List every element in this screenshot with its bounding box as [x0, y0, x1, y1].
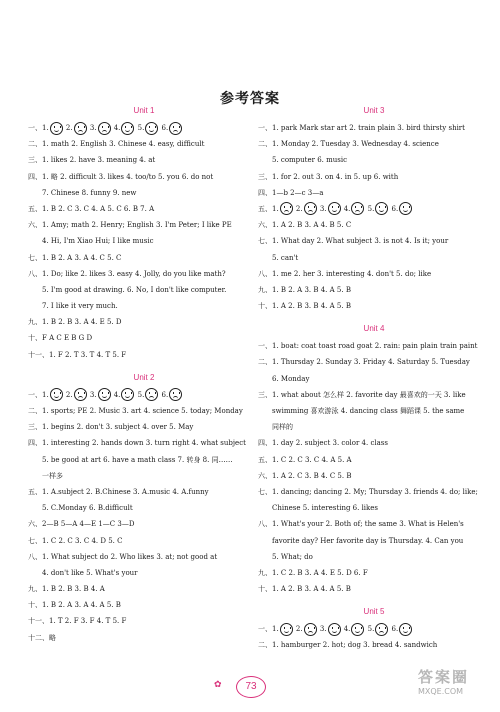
answer-line: 八、1. Do; like 2. likes 3. easy 4. Jolly, do you like math? — [28, 269, 226, 278]
answer-line: 五、1. C 2. C 3. C 4. A 5. A — [258, 455, 352, 464]
answer-line: 二、1. sports; PE 2. Music 3. art 4. science 5. today; Monday — [28, 407, 243, 415]
answer-line: 5. be good at art 6. have a math class 7. 转身 8. 同…… — [42, 455, 233, 464]
answer-line: 十一、1. F 2. T 3. T 4. T 5. F — [28, 350, 127, 359]
sad-face-icon — [169, 122, 182, 135]
answer-line: 四、1—b 2—c 3—a — [258, 188, 324, 197]
answer-line: 二、1. math 2. English 3. Chinese 4. easy, difficult — [28, 140, 205, 149]
answer-line: 二、1. Monday 2. Tuesday 3. Wednesday 4. science — [258, 140, 439, 149]
happy-face-icon — [50, 122, 63, 135]
sad-face-icon — [304, 623, 317, 636]
answer-line: 5. can't — [272, 253, 299, 262]
sad-face-icon — [169, 388, 182, 401]
happy-face-icon — [328, 202, 341, 215]
flower-decoration-icon: ✿ — [214, 680, 222, 690]
answer-line: 三、1. for 2. out 3. on 4. in 5. up 6. with — [258, 172, 399, 181]
answer-line-faces: 一、1. 2. 3. 4. 5. 6. — [28, 387, 260, 403]
answer-line-faces: 一、1. 2. 3. 4. 5. 6. — [28, 120, 260, 136]
answer-line: 三、1. begins 2. don't 3. subject 4. over 5. May — [28, 423, 194, 432]
answer-line: 同样的 — [272, 423, 293, 432]
unit-heading: Unit 4 — [363, 324, 385, 334]
answer-line: 十一、1. T 2. F 3. F 4. T 5. F — [28, 617, 127, 626]
answer-line: 十、F A C E B G D — [28, 334, 93, 343]
happy-face-icon — [145, 122, 158, 135]
answer-line: 九、1. B 2. A 3. B 4. A 5. B — [258, 285, 351, 294]
answer-line: 7. Chinese 8. funny 9. new — [42, 188, 137, 197]
sad-face-icon — [74, 122, 87, 135]
answer-line-faces: 一、1. 2. 3. 4. 5. 6. — [258, 621, 490, 637]
answer-line: 七、1. B 2. A 3. A 4. C 5. C — [28, 253, 122, 262]
answer-line: 十二、略 — [28, 633, 56, 642]
answer-line: 一、1. boat: coat toast road goat 2. rain: pain plain train paint — [258, 342, 478, 351]
right-column — [258, 106, 490, 654]
answer-line: 五、1. A.subject 2. B.Chinese 3. A.music 4. A.funny — [28, 487, 209, 496]
answer-line: 7. I like it very much. — [42, 302, 118, 311]
sad-face-icon — [351, 202, 364, 215]
happy-face-icon — [351, 623, 364, 636]
answer-line: 五、1. B 2. C 3. C 4. A 5. C 6. B 7. A — [28, 204, 155, 213]
watermark-logo — [418, 666, 494, 706]
sad-face-icon — [98, 122, 111, 135]
answer-line: 十、1. B 2. A 3. A 4. A 5. B — [28, 601, 121, 610]
watermark-text: 答案圈 — [418, 668, 470, 686]
answer-line: 四、1. day 2. subject 3. color 4. class — [258, 439, 388, 448]
answer-line: 5. I'm good at drawing. 6. No, I don't like computer. — [42, 285, 227, 294]
answer-line: 三、1. what about 怎么样 2. favorite day 最喜欢的一天 3. like — [258, 390, 466, 399]
answer-line: favorite day? Her favorite day is Thursday. 4. Can you — [272, 536, 464, 545]
sad-face-icon — [375, 623, 388, 636]
answer-line: 四、1. 略 2. difficult 3. likes 4. too/to 5. you 6. do not — [28, 172, 214, 181]
unit-heading: Unit 3 — [363, 106, 385, 115]
happy-face-icon — [50, 388, 63, 401]
answer-line: 三、1. likes 2. have 3. meaning 4. at — [28, 156, 156, 165]
answer-line: 六、1. A 2. B 3. A 4. B 5. C — [258, 221, 352, 230]
sad-face-icon — [280, 202, 293, 215]
happy-face-icon — [121, 122, 134, 135]
happy-face-icon — [121, 388, 134, 401]
answer-line: 六、1. A 2. C 3. B 4. C 5. B — [258, 471, 352, 480]
answer-line-faces: 五、1. 2. 3. 4. 5. 6. — [258, 201, 490, 217]
answer-line: 六、2—B 5—A 4—E 1—C 3—D — [28, 520, 135, 529]
answer-line: 八、1. me 2. her 3. interesting 4. don't 5. do; like — [258, 269, 432, 278]
happy-face-icon — [328, 623, 341, 636]
happy-face-icon — [399, 623, 412, 636]
answer-line: 二、1. Thursday 2. Sunday 3. Friday 4. Saturday 5. Tuesday — [258, 358, 470, 367]
answer-line: 四、1. interesting 2. hands down 3. turn right 4. what subject — [28, 439, 246, 448]
answer-line: swimming 喜欢游泳 4. dancing class 舞蹈课 5. the same — [272, 407, 465, 415]
sad-face-icon — [74, 388, 87, 401]
left-column — [28, 106, 260, 646]
happy-face-icon — [375, 202, 388, 215]
page-number: 73 — [236, 676, 266, 698]
answer-line: 八、1. What subject do 2. Who likes 3. at; not good at — [28, 552, 218, 561]
answer-line: 5. What; do — [272, 552, 313, 561]
answer-line: 4. Hi, I'm Xiao Hui; I like music — [42, 237, 154, 246]
answer-line: 5. C.Monday 6. B.difficult — [42, 504, 133, 513]
happy-face-icon — [280, 623, 293, 636]
watermark-url: MXQE.COM — [418, 687, 464, 696]
answer-line: 十、1. A 2. B 3. A 4. A 5. B — [258, 585, 351, 594]
answer-line: 6. Monday — [272, 374, 310, 383]
answer-line: 十、1. A 2. B 3. B 4. A 5. B — [258, 302, 351, 311]
unit-heading: Unit 1 — [133, 106, 155, 115]
answer-line: 八、1. What's your 2. Both of; the same 3. What is Helen's — [258, 520, 464, 529]
answer-line: 七、1. dancing; dancing 2. My; Thursday 3. friends 4. do; like; — [258, 487, 478, 496]
unit-heading: Unit 5 — [363, 607, 385, 617]
sad-face-icon — [304, 202, 317, 215]
answer-line: 4. don't like 5. What's your — [42, 568, 138, 577]
answer-line: 七、1. What day 2. What subject 3. is not 4. Is it; your — [258, 237, 449, 246]
answer-line: 5. computer 6. music — [272, 156, 347, 165]
answer-line: 七、1. C 2. C 3. C 4. D 5. C — [28, 536, 123, 545]
page-title: 参考答案 — [220, 91, 280, 107]
answer-line: 九、1. C 2. B 3. A 4. E 5. D 6. F — [258, 568, 368, 577]
sad-face-icon — [145, 388, 158, 401]
answer-line: 六、1. Amy; math 2. Henry; English 3. I'm Peter; I like PE — [28, 221, 232, 230]
answer-line: Chinese 5. interesting 6. likes — [272, 504, 379, 513]
answer-line: 九、1. B 2. B 3. A 4. E 5. D — [28, 318, 122, 327]
unit-heading: Unit 2 — [133, 372, 155, 382]
answer-line: 一、1. park Mark star art 2. train plain 3. bird thirsty shirt — [258, 124, 465, 132]
happy-face-icon — [399, 202, 412, 215]
answer-line: 九、1. B 2. B 3. B 4. A — [28, 585, 105, 594]
happy-face-icon — [98, 388, 111, 401]
answer-line: 二、1. hamburger 2. hot; dog 3. bread 4. sandwich — [258, 641, 438, 650]
answer-line: 一样多 — [42, 471, 63, 480]
